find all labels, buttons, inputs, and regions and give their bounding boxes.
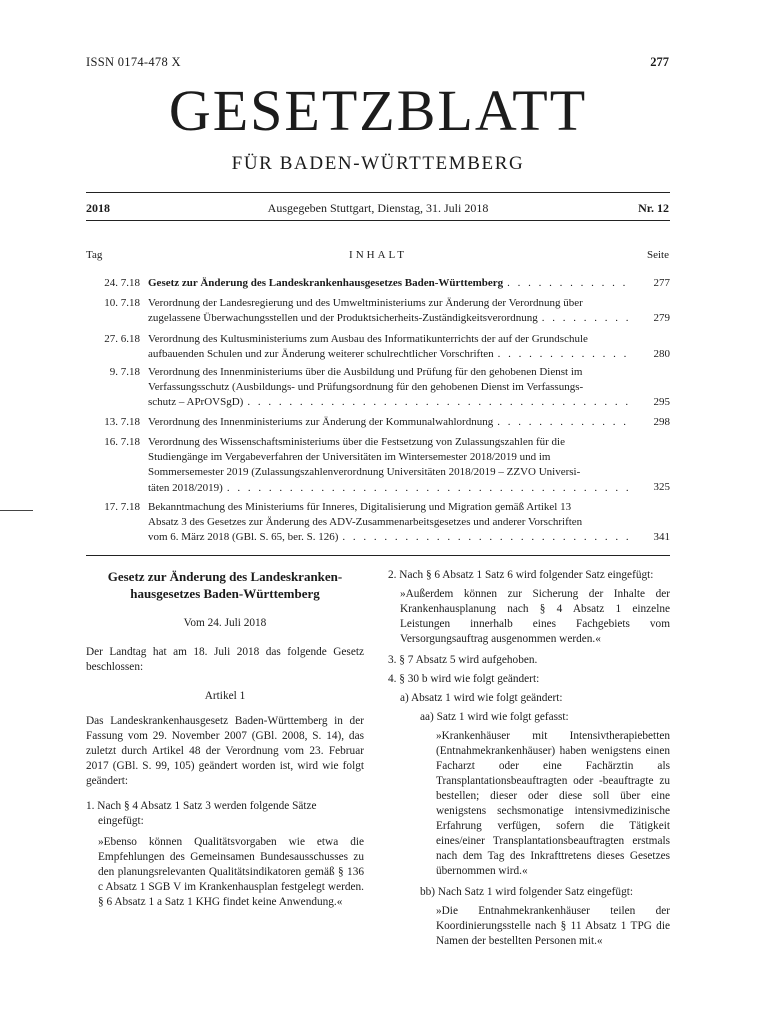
toc-entry-line: Studiengänge im Vergabeverfahren der Universitäten im Wintersemester 2018/2019 und im	[148, 451, 551, 464]
toc-entry-line: vom 6. März 2018 (GBl. S. 65, ber. S. 126)	[148, 531, 339, 544]
toc-entry-date: 24. 7.18	[104, 277, 140, 289]
toc-entry-page: 277	[653, 277, 670, 289]
divider-toc-bottom	[86, 555, 670, 556]
issue-date-line: Ausgegeben Stuttgart, Dienstag, 31. Juli 2018	[267, 201, 489, 215]
list-item-4: 4. § 30 b wird wie folgt geändert:	[388, 673, 540, 685]
page-number: 277	[650, 55, 669, 69]
toc-entry-line: Gesetz zur Änderung des Landeskrankenhausgesetzes Baden-Württemberg	[148, 277, 504, 289]
article-body: Das Landeskrankenhausgesetz Baden-Württemberg in der Fassung vom 29. November 2007 (GBl. 2008, S. 14), das zuletzt durch Artikel 48 der Verordnung vom 23. Februar 2017 (GBl. S. 99, 105) geändert worden ist, wird wie folgt geändert:	[86, 715, 364, 787]
toc-entry-page: 280	[653, 348, 670, 360]
toc-entry-line: täten 2018/2019)	[148, 481, 223, 494]
issn-number: ISSN 0174-478 X	[86, 55, 181, 69]
toc-entry-line: Absatz 3 des Gesetzes zur Änderung des ADV-Zusammenarbeitsgesetzes und anderer Vorschriften	[148, 516, 583, 529]
toc-entry-page: 295	[653, 396, 670, 408]
masthead-subtitle: FÜR BADEN-WÜRTTEMBERG	[231, 153, 525, 174]
toc-entry-line: Verordnung des Wissenschaftsministeriums über die Festsetzung von Zulassungszahlen für die	[148, 436, 565, 448]
masthead-title: GESETZBLATT	[168, 78, 588, 143]
leader-dots	[503, 276, 632, 291]
right-column	[388, 568, 670, 949]
toc-entry-title	[148, 332, 632, 362]
leader-dots	[243, 395, 632, 410]
toc-entry-date: 9. 7.18	[109, 366, 140, 378]
toc-entry-page: 298	[653, 416, 670, 428]
divider-top	[86, 192, 670, 193]
toc-date-header: Tag	[86, 249, 103, 261]
toc-entry-title	[148, 415, 632, 430]
toc-entry-date: 17. 7.18	[104, 501, 140, 513]
toc-entry-title	[148, 435, 632, 496]
toc-entry-line: Bekanntmachung des Ministeriums für Inneres, Digitalisierung und Migration gemäß Artikel 13	[148, 501, 572, 513]
issue-year: 2018	[86, 201, 110, 215]
toc-entry-line: Verordnung des Innenministeriums zur Änderung der Kommunalwahlordnung	[148, 416, 494, 428]
list-item-4bb-quote: »Die Entnahmekrankenhäuser teilen der Koordinierungsstelle nach § 11 Absatz 1 TPG die Namen der bestellten Personen mit.«	[436, 905, 670, 947]
toc-entry-title	[148, 296, 632, 326]
toc-entry-page: 279	[653, 312, 670, 324]
toc-entry-line: zugelassene Überwachungsstellen und der Produktsicherheits-Zuständigkeitsverordnung	[148, 312, 538, 325]
toc-entry-title	[148, 365, 632, 411]
list-item-4bb: bb) Nach Satz 1 wird folgender Satz eingefügt:	[420, 886, 634, 898]
list-item-3: 3. § 7 Absatz 5 wird aufgehoben.	[388, 654, 538, 666]
left-column	[86, 568, 364, 910]
toc-entry-title	[148, 500, 632, 546]
margin-mark	[0, 510, 33, 511]
toc-entry-date: 10. 7.18	[104, 297, 140, 309]
list-item-2-quote: »Außerdem können zur Sicherung der Inhalte der Krankenhausplanung nach § 4 Absatz 1 einzelne Leistungen innerhalb eines Fachgebiets vom Versorgungsauftrag ausgenommen werden.«	[400, 588, 670, 645]
toc-entry-page: 341	[653, 531, 670, 543]
list-item-4a: a) Absatz 1 wird wie folgt geändert:	[400, 692, 563, 704]
law-title: Gesetz zur Änderung des Landeskranken-hausgesetzes Baden-Württemberg	[107, 569, 343, 601]
toc-title-header: INHALT	[349, 249, 407, 261]
leader-dots	[338, 530, 632, 545]
toc-entry-line: Verordnung der Landesregierung und des Umweltministeriums zur Änderung der Verordnung über	[148, 297, 583, 309]
list-item-2: 2. Nach § 6 Absatz 1 Satz 6 wird folgender Satz eingefügt:	[388, 569, 654, 581]
issue-number: Nr. 12	[638, 201, 669, 215]
law-date: Vom 24. Juli 2018	[183, 617, 267, 629]
toc-entry-line: Verordnung des Kultusministeriums zum Ausbau des Informatikunterrichts der auf der Grundschule	[148, 333, 588, 345]
list-item-4aa-quote: »Krankenhäuser mit Intensivtherapiebetten (Entnahmekrankenhäuser) haben wenigstens einen Facharzt oder eine Fachärztin als Transplantationsbeauftragten oder -beauftragte zu bestellen; dieser oder diese soll über eine wenigstens sechsmonatige intensivmedizinische Erfahrung verfügen, sofern die Tätigkeit eines/einer Transplantationsbeauftragten erstmals nach dem Tag des Inkrafttretens dieses Gesetzes übernommen wird.«	[436, 730, 670, 877]
toc-entry-line: aufbauenden Schulen und zur Änderung weiterer schulrechtlicher Vorschriften	[148, 348, 494, 361]
list-item-1: 1. Nach § 4 Absatz 1 Satz 3 werden folgende Sätze eingefügt:	[86, 800, 317, 827]
toc-entry-date: 16. 7.18	[104, 436, 140, 448]
toc-entry-line: Sommersemester 2019 (Zulassungszahlenverordnung Universitäten 2018/2019 – ZZVO Universi-	[148, 466, 581, 479]
toc-entry-date: 27. 6.18	[104, 333, 140, 345]
list-item-1-quote: »Ebenso können Qualitätsvorgaben wie etwa die Empfehlungen des Gemeinsamen Bundesausschusses zu den planungsrelevanten Qualitätsindikatoren gemäß § 136 c Absatz 1 SGB V im Krankenhausplan festgelegt werden. § 6 Absatz 1 a Satz 1 KHG findet keine Anwendung.«	[98, 836, 364, 908]
divider-header-bottom	[86, 220, 670, 221]
list-item-4aa: aa) Satz 1 wird wie folgt gefasst:	[420, 711, 569, 723]
toc-entry-date: 13. 7.18	[104, 416, 140, 428]
toc-entry-title	[148, 276, 632, 291]
article-heading: Artikel 1	[204, 690, 246, 702]
toc-entry-line: Verfassungsschutz (Ausbildungs- und Prüfungsordnung für den gehobenen Dienst im Verfassungs-	[148, 381, 584, 394]
toc-page-header: Seite	[647, 249, 669, 261]
leader-dots	[494, 347, 632, 362]
leader-dots	[223, 481, 632, 496]
leader-dots	[493, 415, 632, 430]
leader-dots	[538, 311, 632, 326]
law-intro: Der Landtag hat am 18. Juli 2018 das folgende Gesetz beschlossen:	[86, 646, 364, 673]
toc-entry-page: 325	[653, 481, 670, 493]
toc-entry-line: Verordnung des Innenministeriums über die Ausbildung und Prüfung für den gehobenen Dienst im	[148, 366, 583, 378]
toc-entry-line: schutz – APrOVSgD)	[148, 396, 244, 409]
